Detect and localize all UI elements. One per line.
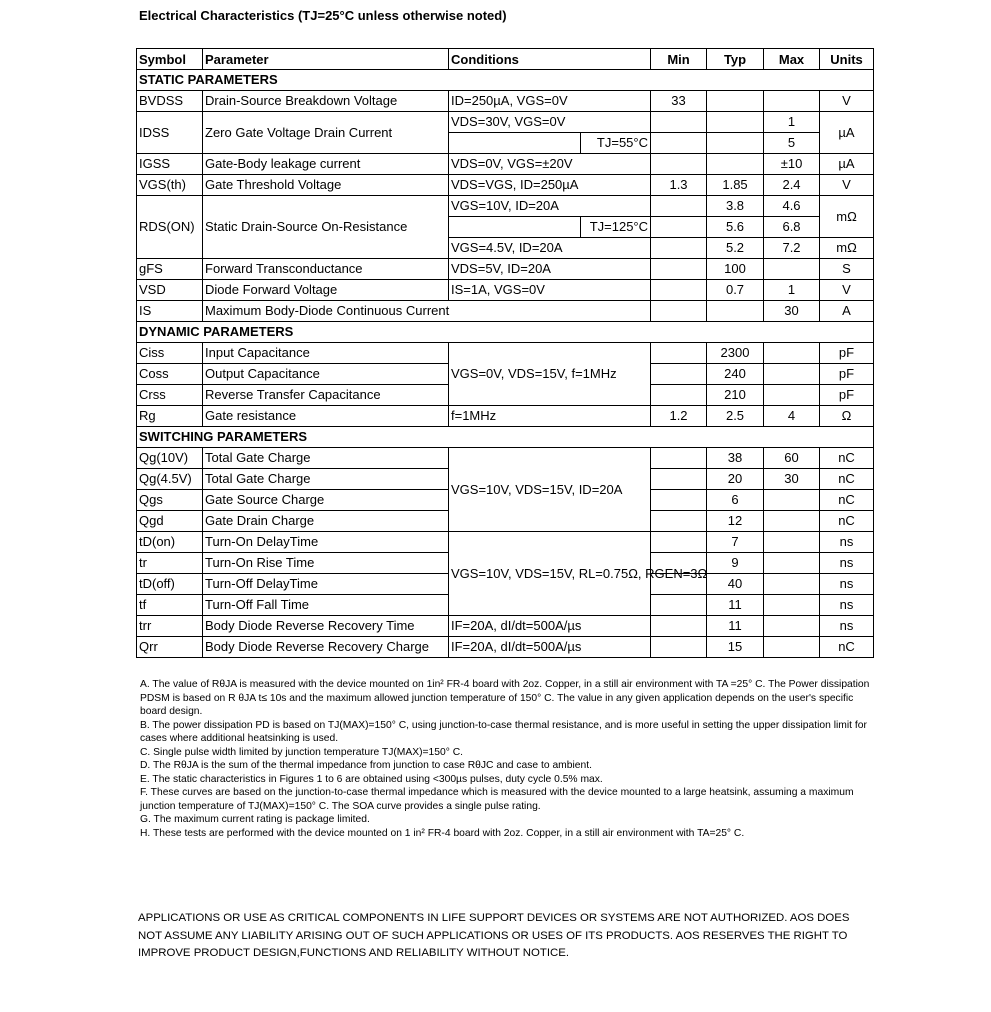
- footnote-b: B. The power dissipation PD is based on TJ(MAX)=150° C, using junction-to-case thermal resistance, and is more useful in setting the upper dissipation limit for cases where additional heatsinking is used.: [140, 719, 867, 744]
- units-cell: nC: [820, 469, 874, 490]
- typ-cell: 20: [707, 469, 764, 490]
- min-cell: [651, 637, 707, 658]
- tj-condition-cell: TJ=55°C: [581, 133, 651, 154]
- table-row: [137, 301, 874, 322]
- max-cell: 30: [764, 301, 820, 322]
- parameter-cell: Static Drain-Source On-Resistance: [203, 196, 449, 259]
- symbol-cell: IDSS: [137, 112, 203, 154]
- conditions-cell: VGS=10V, ID=20A: [449, 196, 651, 217]
- max-cell: [764, 259, 820, 280]
- table-row: [137, 532, 874, 553]
- typ-cell: 100: [707, 259, 764, 280]
- typ-cell: 11: [707, 616, 764, 637]
- typ-cell: 5.6: [707, 217, 764, 238]
- max-cell: 6.8: [764, 217, 820, 238]
- parameter-cell: Gate-Body leakage current: [203, 154, 449, 175]
- parameter-cell: Body Diode Reverse Recovery Time: [203, 616, 449, 637]
- units-cell: nC: [820, 637, 874, 658]
- units-cell: pF: [820, 364, 874, 385]
- symbol-cell: Qg(4.5V): [137, 469, 203, 490]
- footnote-g: G. The maximum current rating is package limited.: [140, 814, 370, 825]
- units-cell: V: [820, 280, 874, 301]
- symbol-cell: RDS(ON): [137, 196, 203, 259]
- units-cell: pF: [820, 385, 874, 406]
- typ-cell: 40: [707, 574, 764, 595]
- conditions-cell: IF=20A, dI/dt=500A/µs: [449, 616, 651, 637]
- parameter-cell: Body Diode Reverse Recovery Charge: [203, 637, 449, 658]
- max-cell: [764, 364, 820, 385]
- max-cell: [764, 616, 820, 637]
- conditions-cell: VDS=5V, ID=20A: [449, 259, 651, 280]
- min-cell: [651, 511, 707, 532]
- typ-cell: 1.85: [707, 175, 764, 196]
- units-cell: V: [820, 175, 874, 196]
- parameter-cell: Output Capacitance: [203, 364, 449, 385]
- units-cell: V: [820, 91, 874, 112]
- typ-cell: 12: [707, 511, 764, 532]
- typ-cell: 240: [707, 364, 764, 385]
- max-cell: [764, 343, 820, 364]
- conditions-spacer: [449, 133, 581, 154]
- typ-cell: 6: [707, 490, 764, 511]
- parameter-cell: Gate Drain Charge: [203, 511, 449, 532]
- typ-cell: [707, 301, 764, 322]
- header-typ: Typ: [707, 49, 764, 70]
- parameter-cell: Forward Transconductance: [203, 259, 449, 280]
- parameter-cell: Gate Threshold Voltage: [203, 175, 449, 196]
- header-symbol: Symbol: [137, 49, 203, 70]
- units-cell: nC: [820, 448, 874, 469]
- units-cell: Ω: [820, 406, 874, 427]
- min-cell: [651, 490, 707, 511]
- max-cell: [764, 511, 820, 532]
- typ-cell: 5.2: [707, 238, 764, 259]
- conditions-cell: VGS=0V, VDS=15V, f=1MHz: [449, 343, 651, 406]
- typ-cell: 210: [707, 385, 764, 406]
- parameter-cell: Total Gate Charge: [203, 469, 449, 490]
- symbol-cell: tD(on): [137, 532, 203, 553]
- parameter-cell: Gate resistance: [203, 406, 449, 427]
- typ-cell: 38: [707, 448, 764, 469]
- units-cell: S: [820, 259, 874, 280]
- max-cell: [764, 637, 820, 658]
- min-cell: [651, 385, 707, 406]
- parameter-cell: Turn-Off DelayTime: [203, 574, 449, 595]
- footnote-h: H. These tests are performed with the device mounted on 1 in² FR-4 board with 2oz. Copper, in a still air environment with TA=25° C.: [140, 827, 745, 839]
- symbol-cell: Qrr: [137, 637, 203, 658]
- table-row: [137, 448, 874, 469]
- header-min: Min: [651, 49, 707, 70]
- footnote-d: D. The RθJA is the sum of the thermal impedance from junction to case RθJC and case to ambient.: [140, 760, 592, 771]
- section-row: [137, 70, 874, 91]
- units-cell: ns: [820, 574, 874, 595]
- symbol-cell: Rg: [137, 406, 203, 427]
- typ-cell: [707, 91, 764, 112]
- max-cell: [764, 595, 820, 616]
- min-cell: [651, 469, 707, 490]
- typ-cell: 7: [707, 532, 764, 553]
- disclaimer-text: APPLICATIONS OR USE AS CRITICAL COMPONENTS IN LIFE SUPPORT DEVICES OR SYSTEMS ARE NOT AUTHORIZED. AOS DOES NOT ASSUME ANY LIABILITY ARISING OUT OF SUCH APPLICATIONS OR USES OF ITS PRODUCTS. AOS RESERVES THE RIGHT TO IMPROVE PRODUCT DESIGN,FUNCTIONS AND RELIABILITY WITHOUT NOTICE.: [138, 912, 850, 959]
- table-header-row: [137, 49, 874, 70]
- section-static: STATIC PARAMETERS: [137, 70, 874, 91]
- typ-cell: 2.5: [707, 406, 764, 427]
- symbol-cell: Coss: [137, 364, 203, 385]
- units-cell: nC: [820, 490, 874, 511]
- max-cell: [764, 532, 820, 553]
- max-cell: 7.2: [764, 238, 820, 259]
- units-cell: mΩ: [820, 196, 874, 238]
- conditions-cell: VGS=4.5V, ID=20A: [449, 238, 651, 259]
- symbol-cell: IS: [137, 301, 203, 322]
- section-dynamic: DYNAMIC PARAMETERS: [137, 322, 874, 343]
- table-row: [137, 91, 874, 112]
- units-cell: pF: [820, 343, 874, 364]
- symbol-cell: VSD: [137, 280, 203, 301]
- units-cell: ns: [820, 532, 874, 553]
- parameter-cell: Reverse Transfer Capacitance: [203, 385, 449, 406]
- min-cell: [651, 364, 707, 385]
- symbol-cell: Qgd: [137, 511, 203, 532]
- min-cell: [651, 616, 707, 637]
- parameter-cell: Turn-Off Fall Time: [203, 595, 449, 616]
- units-cell: µA: [820, 112, 874, 154]
- footnote-a: A. The value of RθJA is measured with the device mounted on 1in² FR-4 board with 2oz. Copper, in a still air environment with TA =25° C. The Power dissipation PDSM is based on R θJA t≤ 10s and the maximum allowed junction temperature of 150° C. The value in any given application depends on the user's specific board design.: [140, 679, 870, 717]
- typ-cell: 11: [707, 595, 764, 616]
- parameter-cell: Input Capacitance: [203, 343, 449, 364]
- header-conditions: Conditions: [449, 49, 651, 70]
- max-cell: [764, 490, 820, 511]
- max-cell: 5: [764, 133, 820, 154]
- table-row: [137, 196, 874, 217]
- page-title: Electrical Characteristics (TJ=25°C unless otherwise noted): [139, 8, 507, 23]
- tj-condition-cell: TJ=125°C: [581, 217, 651, 238]
- table-row: [137, 406, 874, 427]
- max-cell: 2.4: [764, 175, 820, 196]
- min-cell: [651, 532, 707, 553]
- footnote-c: C. Single pulse width limited by junction temperature TJ(MAX)=150° C.: [140, 746, 463, 758]
- conditions-cell: IS=1A, VGS=0V: [449, 280, 651, 301]
- typ-cell: 3.8: [707, 196, 764, 217]
- symbol-cell: Qg(10V): [137, 448, 203, 469]
- table-row: [137, 175, 874, 196]
- units-cell: ns: [820, 595, 874, 616]
- min-cell: [651, 280, 707, 301]
- symbol-cell: IGSS: [137, 154, 203, 175]
- table-row: [137, 280, 874, 301]
- min-cell: [651, 112, 707, 133]
- table-row: [137, 343, 874, 364]
- min-cell: [651, 343, 707, 364]
- max-cell: 60: [764, 448, 820, 469]
- table-row: [137, 637, 874, 658]
- parameter-cell: Turn-On Rise Time: [203, 553, 449, 574]
- min-cell: [651, 448, 707, 469]
- max-cell: [764, 385, 820, 406]
- units-cell: mΩ: [820, 238, 874, 259]
- conditions-cell: IF=20A, dI/dt=500A/µs: [449, 637, 651, 658]
- table-row: [137, 616, 874, 637]
- footnote-f: F. These curves are based on the junction-to-case thermal impedance which is measured with the device mounted to a large heatsink, assuming a maximum junction temperature of TJ(MAX)=150° C. The SOA curve provides a single pulse rating.: [140, 787, 854, 812]
- max-cell: 1: [764, 280, 820, 301]
- conditions-cell: VDS=VGS, ID=250µA: [449, 175, 651, 196]
- conditions-cell: f=1MHz: [449, 406, 651, 427]
- min-cell: [651, 217, 707, 238]
- min-cell: [651, 154, 707, 175]
- max-cell: 4: [764, 406, 820, 427]
- parameter-cell: Turn-On DelayTime: [203, 532, 449, 553]
- conditions-cell: VDS=0V, VGS=±20V: [449, 154, 651, 175]
- table-row: [137, 112, 874, 133]
- table-row: [137, 154, 874, 175]
- conditions-cell: VGS=10V, VDS=15V, ID=20A: [449, 448, 651, 532]
- conditions-cell: ID=250µA, VGS=0V: [449, 91, 651, 112]
- max-cell: [764, 91, 820, 112]
- section-row: [137, 427, 874, 448]
- min-cell: [651, 196, 707, 217]
- header-units: Units: [820, 49, 874, 70]
- conditions-spacer: [449, 217, 581, 238]
- min-cell: [651, 301, 707, 322]
- min-cell: 1.3: [651, 175, 707, 196]
- units-cell: ns: [820, 553, 874, 574]
- min-cell: 33: [651, 91, 707, 112]
- disclaimer: [138, 910, 868, 963]
- units-cell: ns: [820, 616, 874, 637]
- parameter-cell: Diode Forward Voltage: [203, 280, 449, 301]
- symbol-cell: BVDSS: [137, 91, 203, 112]
- min-cell: [651, 133, 707, 154]
- min-cell: [651, 238, 707, 259]
- symbol-cell: tD(off): [137, 574, 203, 595]
- header-parameter: Parameter: [203, 49, 449, 70]
- parameter-cell: Total Gate Charge: [203, 448, 449, 469]
- parameter-cell: Drain-Source Breakdown Voltage: [203, 91, 449, 112]
- parameter-cell: Gate Source Charge: [203, 490, 449, 511]
- max-cell: 30: [764, 469, 820, 490]
- typ-cell: 0.7: [707, 280, 764, 301]
- min-cell: 1.2: [651, 406, 707, 427]
- min-cell: [651, 259, 707, 280]
- symbol-cell: Qgs: [137, 490, 203, 511]
- symbol-cell: VGS(th): [137, 175, 203, 196]
- typ-cell: [707, 154, 764, 175]
- max-cell: ±10: [764, 154, 820, 175]
- conditions-cell: VGS=10V, VDS=15V, RL=0.75Ω, RGEN=3Ω: [449, 532, 651, 616]
- header-max: Max: [764, 49, 820, 70]
- section-switching: SWITCHING PARAMETERS: [137, 427, 874, 448]
- footnotes: [140, 678, 870, 840]
- section-row: [137, 322, 874, 343]
- max-cell: 4.6: [764, 196, 820, 217]
- units-cell: A: [820, 301, 874, 322]
- typ-cell: 15: [707, 637, 764, 658]
- units-cell: µA: [820, 154, 874, 175]
- symbol-cell: Crss: [137, 385, 203, 406]
- max-cell: [764, 574, 820, 595]
- parameter-cell: Zero Gate Voltage Drain Current: [203, 112, 449, 154]
- electrical-characteristics-table: [136, 48, 874, 658]
- symbol-cell: Ciss: [137, 343, 203, 364]
- symbol-cell: trr: [137, 616, 203, 637]
- conditions-cell: VDS=30V, VGS=0V: [449, 112, 651, 133]
- symbol-cell: tf: [137, 595, 203, 616]
- units-cell: nC: [820, 511, 874, 532]
- typ-cell: 2300: [707, 343, 764, 364]
- footnote-e: E. The static characteristics in Figures 1 to 6 are obtained using <300µs pulses, duty cycle 0.5% max.: [140, 773, 603, 785]
- typ-cell: [707, 133, 764, 154]
- max-cell: [764, 553, 820, 574]
- symbol-cell: gFS: [137, 259, 203, 280]
- parameter-cell: Maximum Body-Diode Continuous Current: [203, 301, 651, 322]
- symbol-cell: tr: [137, 553, 203, 574]
- table-row: [137, 259, 874, 280]
- max-cell: 1: [764, 112, 820, 133]
- typ-cell: [707, 112, 764, 133]
- min-cell: [651, 595, 707, 616]
- typ-cell: 9: [707, 553, 764, 574]
